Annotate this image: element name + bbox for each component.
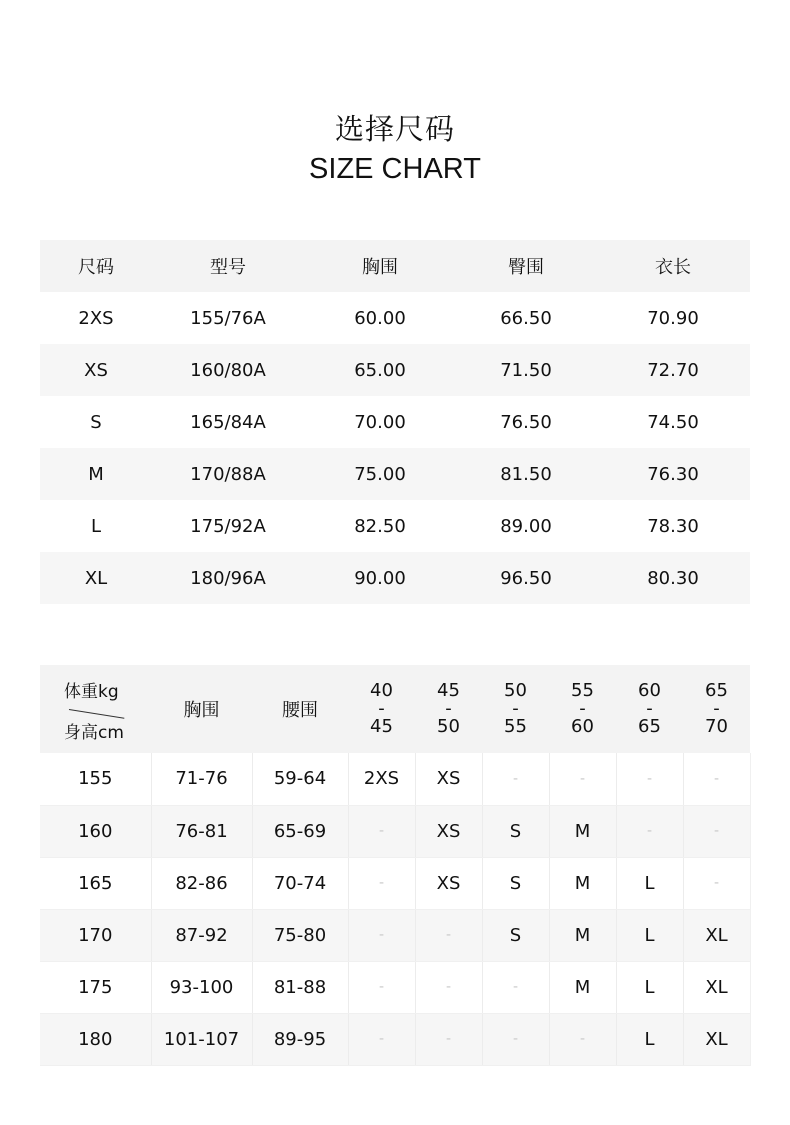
table-cell: - <box>683 753 750 805</box>
table-cell: 82.50 <box>354 515 406 537</box>
table-cell: - <box>348 857 415 909</box>
table-cell: XL <box>683 1013 750 1065</box>
table-cell: 70.00 <box>354 411 406 433</box>
range-separator: - <box>445 697 452 719</box>
table-cell: - <box>616 753 683 805</box>
range-separator: - <box>646 697 653 719</box>
table-cell: - <box>348 909 415 961</box>
weight-range-header <box>348 665 415 753</box>
table-cell: 2XS <box>348 753 415 805</box>
weight-label: 体重kg <box>64 682 119 702</box>
weight-range-header <box>415 665 482 753</box>
table-cell: 82-86 <box>151 857 252 909</box>
column-header: 尺码 <box>78 257 114 278</box>
table-cell: L <box>616 1013 683 1065</box>
table-row <box>40 292 750 344</box>
table-cell: - <box>348 961 415 1013</box>
weight-range-header <box>683 665 750 753</box>
table-cell: 89.00 <box>500 515 552 537</box>
table-cell: L <box>616 909 683 961</box>
table-cell: 76.30 <box>647 463 699 485</box>
corner-header <box>40 665 151 753</box>
weight-range-header <box>549 665 616 753</box>
table-header-row <box>40 240 750 292</box>
table-cell: 60.00 <box>354 307 406 329</box>
table-cell: 65.00 <box>354 359 406 381</box>
table-cell: S <box>90 411 102 433</box>
range-separator: - <box>512 697 519 719</box>
table-row <box>40 909 750 961</box>
weight-range-header <box>616 665 683 753</box>
table-cell: S <box>482 857 549 909</box>
range-bound: 40 <box>370 679 393 701</box>
table-cell: - <box>348 805 415 857</box>
table-cell: L <box>90 515 102 537</box>
table-cell: 66.50 <box>500 307 552 329</box>
table-cell: 71.50 <box>500 359 552 381</box>
table-row <box>40 805 750 857</box>
table-cell: 93-100 <box>151 961 252 1013</box>
range-bound: 45 <box>437 679 460 701</box>
table-cell: XS <box>84 359 108 381</box>
column-header: 胸围 <box>362 257 398 278</box>
page-title-en: SIZE CHART <box>309 153 481 185</box>
table-cell: XL <box>84 567 108 589</box>
table-cell: 101-107 <box>151 1013 252 1065</box>
table-cell: 175 <box>40 961 151 1013</box>
table-cell: 96.50 <box>500 567 552 589</box>
table-cell: - <box>549 1013 616 1065</box>
table-cell: 87-92 <box>151 909 252 961</box>
table-cell: - <box>683 857 750 909</box>
table-cell: XL <box>683 909 750 961</box>
range-bound: 45 <box>370 715 393 737</box>
table-cell: 160 <box>40 805 151 857</box>
table-cell: 72.70 <box>647 359 699 381</box>
table-cell: 89-95 <box>252 1013 348 1065</box>
table-cell: M <box>549 805 616 857</box>
table-cell: - <box>415 909 482 961</box>
range-bound: 60 <box>638 679 661 701</box>
column-header: 型号 <box>210 257 246 278</box>
table-row <box>40 448 750 500</box>
table-row <box>40 552 750 604</box>
table-cell: 70-74 <box>252 857 348 909</box>
table-cell: M <box>549 909 616 961</box>
table-row <box>40 396 750 448</box>
size-spec-table <box>40 240 750 604</box>
table-cell: 175/92A <box>190 515 266 537</box>
table-row <box>40 344 750 396</box>
table-row <box>40 961 750 1013</box>
table-cell: 160/80A <box>190 359 266 381</box>
table-cell: - <box>348 1013 415 1065</box>
range-separator: - <box>579 697 586 719</box>
column-header: 臀围 <box>508 257 544 278</box>
table-cell: - <box>482 961 549 1013</box>
range-bound: 55 <box>504 715 527 737</box>
table-cell: 75.00 <box>354 463 406 485</box>
range-bound: 60 <box>571 715 594 737</box>
table-cell: 165 <box>40 857 151 909</box>
table-header-row <box>40 665 750 753</box>
table-cell: 76-81 <box>151 805 252 857</box>
page-title-cn: 选择尺码 <box>334 112 455 146</box>
table-cell: M <box>88 463 104 485</box>
size-recommendation-table <box>40 665 751 1066</box>
height-label: 身高cm <box>64 723 124 743</box>
range-separator: - <box>713 697 720 719</box>
table-cell: 71-76 <box>151 753 252 805</box>
table-cell: 180 <box>40 1013 151 1065</box>
table-cell: - <box>549 753 616 805</box>
table-cell: 80.30 <box>647 567 699 589</box>
column-header: 衣长 <box>655 257 691 278</box>
table-cell: 2XS <box>78 307 114 329</box>
range-bound: 65 <box>638 715 661 737</box>
table-cell: 170 <box>40 909 151 961</box>
table-row <box>40 500 750 552</box>
table-cell: 74.50 <box>647 411 699 433</box>
table-cell: - <box>415 1013 482 1065</box>
weight-range-header <box>482 665 549 753</box>
table-row <box>40 857 750 909</box>
table-cell: - <box>683 805 750 857</box>
table-cell: 170/88A <box>190 463 266 485</box>
table-row <box>40 1013 750 1065</box>
table-cell: 78.30 <box>647 515 699 537</box>
range-bound: 50 <box>437 715 460 737</box>
table-cell: 81.50 <box>500 463 552 485</box>
table-row <box>40 753 750 805</box>
table-cell: 81-88 <box>252 961 348 1013</box>
table-cell: 59-64 <box>252 753 348 805</box>
table-cell: 155/76A <box>190 307 266 329</box>
range-bound: 55 <box>571 679 594 701</box>
table-cell: 70.90 <box>647 307 699 329</box>
range-separator: - <box>378 697 385 719</box>
table-cell: XL <box>683 961 750 1013</box>
table-cell: L <box>616 961 683 1013</box>
table-cell: XS <box>415 805 482 857</box>
table-cell: S <box>482 805 549 857</box>
table-cell: 155 <box>40 753 151 805</box>
table-cell: XS <box>415 857 482 909</box>
table-cell: 75-80 <box>252 909 348 961</box>
table-cell: XS <box>415 753 482 805</box>
column-header: 腰围 <box>282 700 318 721</box>
table-cell: S <box>482 909 549 961</box>
table-cell: 165/84A <box>190 411 266 433</box>
range-bound: 70 <box>705 715 728 737</box>
range-bound: 50 <box>504 679 527 701</box>
table-cell: - <box>482 1013 549 1065</box>
range-bound: 65 <box>705 679 728 701</box>
table-cell: 180/96A <box>190 567 266 589</box>
table-cell: 90.00 <box>354 567 406 589</box>
table-cell: - <box>415 961 482 1013</box>
table-cell: L <box>616 857 683 909</box>
table-cell: M <box>549 857 616 909</box>
table-cell: M <box>549 961 616 1013</box>
table-cell: 65-69 <box>252 805 348 857</box>
table-cell: - <box>616 805 683 857</box>
column-header: 胸围 <box>183 700 220 721</box>
table-cell: 76.50 <box>500 411 552 433</box>
table-cell: - <box>482 753 549 805</box>
